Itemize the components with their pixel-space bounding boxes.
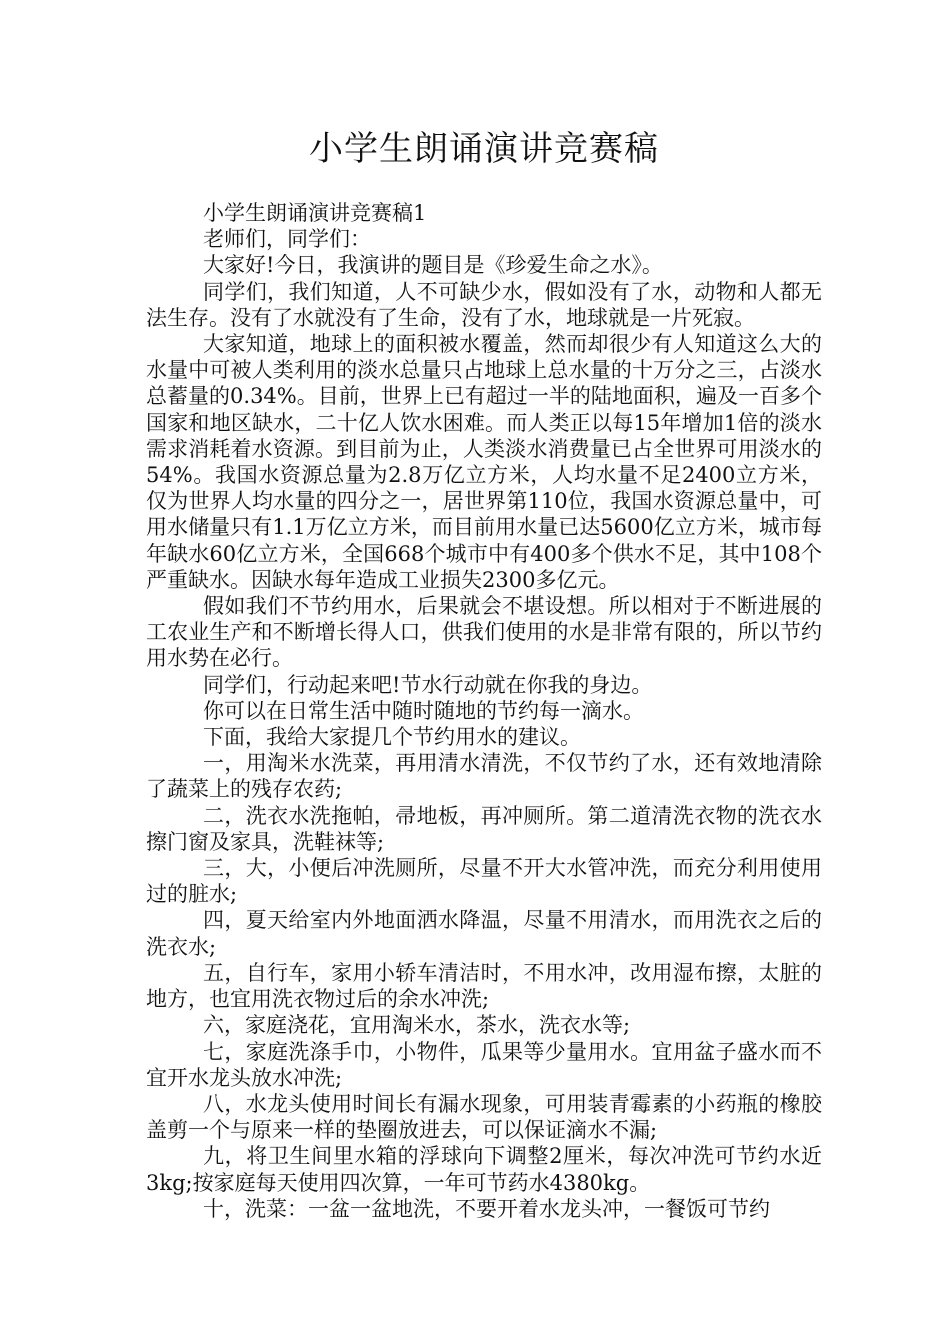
paragraph: 二，洗衣水洗拖帕，帚地板，再冲厕所。第二道清洗衣物的洗衣水擦门窗及家具，洗鞋袜等; [146,803,822,854]
document-title: 小学生朗诵演讲竞赛稿 [309,129,659,169]
paragraph: 七，家庭洗涤手巾，小物件，瓜果等少量用水。宜用盆子盛水而不宜开水龙头放水冲洗; [146,1039,822,1090]
paragraph: 十，洗菜：一盆一盆地洗，不要开着水龙头冲，一餐饭可节约 [203,1196,770,1221]
paragraph: 大家知道，地球上的面积被水覆盖，然而却很少有人知道这么大的水量中可被人类利用的淡水总量只占地球上总水量的十万分之三，占淡水总蓄量的0.34%。目前，世界上已有超过一半的陆地面积，遍及一百多个国家和地区缺水，二十亿人饮水困难。而人类正以每15年增加1倍的淡水需求消耗着水资源。到目前为止，人类淡水消费量已占全世界可用淡水的54%。我国水资源总量为2.8万亿立方米，人均水量不足2400立方米，仅为世界人均水量的四分之一，居世界第110位，我国水资源总量中，可用水储量只有1.1万亿立方米，而目前用水量已达5600亿立方米，城市每年缺水60亿立方米，全国668个城市中有400多个供水不足，其中108个严重缺水。因缺水每年造成工业损失2300多亿元。 [146,332,822,592]
paragraph: 你可以在日常生活中随时随地的节约每一滴水。 [203,698,644,723]
paragraph: 五，自行车，家用小轿车清洁时，不用水冲，改用湿布擦，太脏的地方，也宜用洗衣物过后的余水冲洗; [146,960,822,1012]
document-page [146,124,822,1222]
paragraph: 九，将卫生间里水箱的浮球向下调整2厘米，每次冲洗可节约水近3kg;按家庭每天使用四次算，一年可节药水4380kg。 [146,1144,822,1195]
paragraph: 假如我们不节约用水，后果就会不堪设想。所以相对于不断进展的工农业生产和不断增长得人口，供我们使用的水是非常有限的，所以节约用水势在必行。 [146,594,822,671]
paragraph: 三，大，小便后冲洗厕所，尽量不开大水管冲洗，而充分利用使用过的脏水; [146,856,822,907]
paragraph: 小学生朗诵演讲竞赛稿1 [203,201,427,225]
document-body [146,200,822,1222]
paragraph: 一，用淘米水洗菜，再用清水清洗，不仅节约了水，还有效地清除了蔬菜上的残存农药; [146,751,822,802]
paragraph: 老师们，同学们： [203,227,371,252]
paragraph: 六，家庭浇花，宜用淘米水，茶水，洗衣水等; [203,1013,631,1038]
paragraph: 下面，我给大家提几个节约用水的建议。 [203,725,581,750]
paragraph: 大家好!今日，我演讲的题目是《珍爱生命之水》。 [203,253,663,278]
paragraph: 同学们，行动起来吧!节水行动就在你我的身边。 [203,672,653,697]
paragraph: 八，水龙头使用时间长有漏水现象，可用装青霉素的小药瓶的橡胶盖剪一个与原来一样的垫圈放进去，可以保证滴水不漏; [146,1091,822,1143]
paragraph: 同学们，我们知道，人不可缺少水，假如没有了水，动物和人都无法生存。没有了水就没有了生命，没有了水，地球就是一片死寂。 [146,279,822,330]
paragraph: 四，夏天给室内外地面洒水降温，尽量不用清水，而用洗衣之后的洗衣水; [146,908,822,959]
